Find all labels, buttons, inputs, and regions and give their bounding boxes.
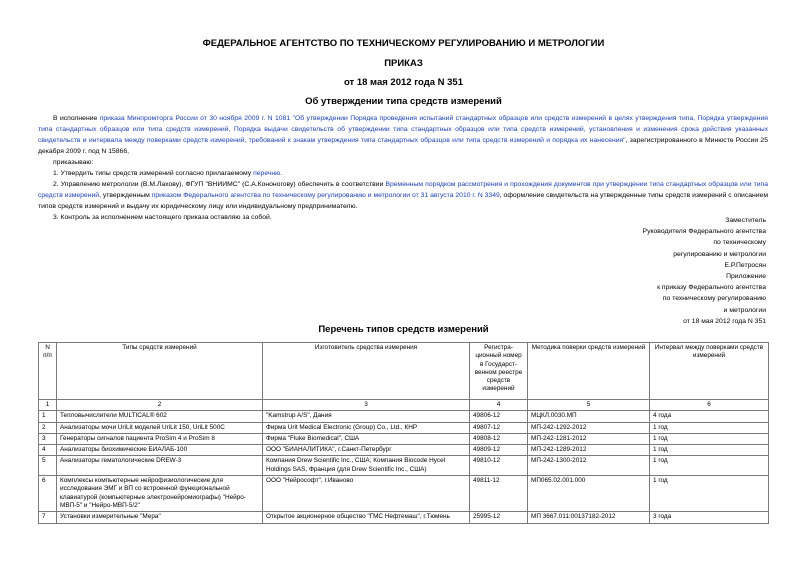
cell-manufacturer: Фирма "Fluke Biomedical", США: [263, 433, 470, 444]
signer-name: Е.Р.Петросян: [724, 261, 766, 269]
appendix-label: Приложение: [726, 272, 766, 280]
cell-type: Анализаторы гематологические DREW-3: [57, 456, 263, 476]
intro-text-end: , зарегистрированного в Минюсте России 25 декабря 2009 г. под N 15866,: [38, 137, 768, 155]
item-3: 3. Контроль за исполнением настоящего приказа оставляю за собой.: [53, 214, 272, 221]
col-number: 5: [528, 400, 650, 411]
table-row: [39, 476, 769, 512]
cell-method: МЦКЛ.0030.МП: [528, 411, 650, 422]
cell-reg-number: 49806-12: [470, 411, 528, 422]
cell-number: 1: [39, 411, 57, 422]
col-number: 3: [263, 400, 470, 411]
doc-subject: Об утверждении типа средств измерений: [305, 96, 502, 107]
col-header-number: N п/п: [39, 343, 57, 400]
cell-interval: 1 год: [650, 456, 769, 476]
col-header-reg-number: Регистра-ционный номер в Государст-венном реестре средств измерений: [470, 343, 528, 400]
cell-method: МП-242-1281-2012: [528, 433, 650, 444]
cell-type: Установки измерительные "Мера": [57, 512, 263, 523]
item-2-end: , оформление свидетельств на утвержденные типы средств измерений с описанием типов средств измерений и выдачу их юридическому лицу или индивидуальному предпринимателю.: [38, 192, 769, 210]
intro-text: В исполнение: [53, 115, 100, 122]
cell-interval: 1 год: [650, 433, 769, 444]
cell-reg-number: 49808-12: [470, 433, 528, 444]
item-2-text: 2. Управлению метрологии (В.М.Лахову), ФГУП "ВНИИМС" (С.А.Кононогову) обеспечить в соответствии: [53, 181, 386, 188]
col-number: 4: [470, 400, 528, 411]
list-title: Перечень типов средств измерений: [318, 324, 489, 335]
order-1081-link[interactable]: приказа Минпромторга России от 30 ноября 2009 г. N 1081 "Об утверждении Порядка проведения испытаний стандартных образцов или средств измерений в целях утверждения типа, Порядка утверждения типа стандартных образцов или типа средств измерений, Порядка выдачи свидетельств об утверждении типа стандартных образцов или типа средств измерений, установления и изменения срока действия указанных свидетельств и интервала между поверками средств измерений, требований к знакам утверждения типа стандартных образцов или типа средств измерений и порядка их нанесения": [38, 115, 768, 144]
signature-line: регулированию и метрологии: [673, 250, 766, 258]
col-number: 6: [650, 400, 769, 411]
cell-manufacturer: Компания Drew Scientific Inc., США; Компания Biocode Hycel Holdings SAS, Франция (для Drew Scientific Inc., США): [263, 456, 470, 476]
cell-interval: 4 года: [650, 411, 769, 422]
appendix-line: и метрологии: [723, 306, 766, 314]
col-number: 2: [57, 400, 263, 411]
appendix-line: по техническому регулированию: [662, 295, 766, 303]
agency-title: ФЕДЕРАЛЬНОЕ АГЕНТСТВО ПО ТЕХНИЧЕСКОМУ РЕГУЛИРОВАНИЮ И МЕТРОЛОГИИ: [202, 38, 605, 49]
cell-manufacturer: Фирма Urit Medical Electronic (Group) Co., Ltd., КНР: [263, 422, 470, 433]
cell-method: МП-242-1300-2012: [528, 456, 650, 476]
cell-number: 3: [39, 433, 57, 444]
col-header-manufacturer: Изготовитель средства измерения: [263, 343, 470, 400]
item-1-end: .: [280, 170, 283, 177]
cell-manufacturer: "Kamstrup A/S", Дания: [263, 411, 470, 422]
appendix-line: к приказу Федерального агентства: [657, 284, 766, 292]
item-2: [38, 179, 768, 212]
cell-manufacturer: ООО "Нейрософт", г.Иваново: [263, 476, 470, 512]
temporary-procedure-link[interactable]: Временным порядком рассмотрения и прохождения документов при утверждении типа стандартных образцов или типа средств измерений: [38, 181, 768, 199]
order-3349-link[interactable]: приказом Федерального агентства по техническому регулированию и метрологии от 31 августа 2010 г. N 3349: [151, 192, 500, 199]
list-link[interactable]: перечню: [253, 170, 281, 177]
instruments-table: [38, 342, 769, 524]
intro-paragraph: [38, 113, 768, 157]
signature-line: Заместитель: [725, 217, 766, 224]
cell-reg-number: 49809-12: [470, 445, 528, 456]
appendix-date: от 18 мая 2012 года N 351: [683, 317, 766, 325]
cell-interval: 1 год: [650, 422, 769, 433]
cell-number: 4: [39, 445, 57, 456]
cell-number: 6: [39, 476, 57, 512]
cell-reg-number: 49807-12: [470, 422, 528, 433]
cell-method: МП-242-1289-2012: [528, 445, 650, 456]
cell-method: МП065.02.001.000: [528, 476, 650, 512]
cell-reg-number: 49811-12: [470, 476, 528, 512]
col-number: 1: [39, 400, 57, 411]
signature-line: Руководителя Федерального агентства: [642, 228, 766, 236]
table-row: [39, 422, 769, 433]
cell-type: Тепловычислители MULTICAL® 602: [57, 411, 263, 422]
table-numbering-row: [39, 400, 769, 411]
table-row: [39, 512, 769, 523]
cell-type: Генераторы сигналов пациента ProSim 4 и ProSim 8: [57, 433, 263, 444]
cell-method: МП 3667.011:00137182-2012: [528, 512, 650, 523]
table-row: [39, 411, 769, 422]
cell-number: 5: [39, 456, 57, 476]
cell-method: МП-242-1292-2012: [528, 422, 650, 433]
col-header-type: Типы средств измерений: [57, 343, 263, 400]
order-word: приказываю:: [53, 159, 94, 166]
cell-number: 7: [39, 512, 57, 523]
table-row: [39, 445, 769, 456]
doc-date-number: от 18 мая 2012 года N 351: [343, 77, 464, 88]
item-1: [38, 168, 768, 179]
cell-type: Комплексы компьютерные нейрофизиологические для исследования ЭМГ и ВП со встроенной функциональной клавиатурой (компьютерные электронейромиографы) "Нейро-МВП-5" и "Нейро-МВП-5/2": [57, 476, 263, 512]
cell-reg-number: 25995-12: [470, 512, 528, 523]
item-2-mid: , утвержденным: [99, 192, 152, 199]
cell-type: Анализаторы биохимические БИАЛАБ-100: [57, 445, 263, 456]
cell-interval: 3 года: [650, 512, 769, 523]
item-1-text: 1. Утвердить типы средств измерений согласно прилагаемому: [53, 170, 254, 177]
signature-block: [506, 215, 766, 327]
cell-manufacturer: Открытое акционерное общество "ГМС Нефтемаш", г.Тюмень: [263, 512, 470, 523]
signature-line: по техническому: [713, 239, 766, 247]
col-header-method: Методика поверки средств измерений: [528, 343, 650, 400]
cell-reg-number: 49810-12: [470, 456, 528, 476]
cell-type: Анализаторы мочи UriLit моделей UriLit 150, UriLit 500C: [57, 422, 263, 433]
cell-interval: 1 год: [650, 445, 769, 456]
table-row: [39, 456, 769, 476]
doc-type: ПРИКАЗ: [384, 58, 423, 69]
cell-interval: 1 год: [650, 476, 769, 512]
cell-number: 2: [39, 422, 57, 433]
table-row: [39, 433, 769, 444]
cell-manufacturer: ООО "БИАНАЛИТИКА", г.Санкт-Петербург: [263, 445, 470, 456]
col-header-interval: Интервал между поверками средств измерений: [650, 343, 769, 400]
table-header-row: [39, 343, 769, 400]
